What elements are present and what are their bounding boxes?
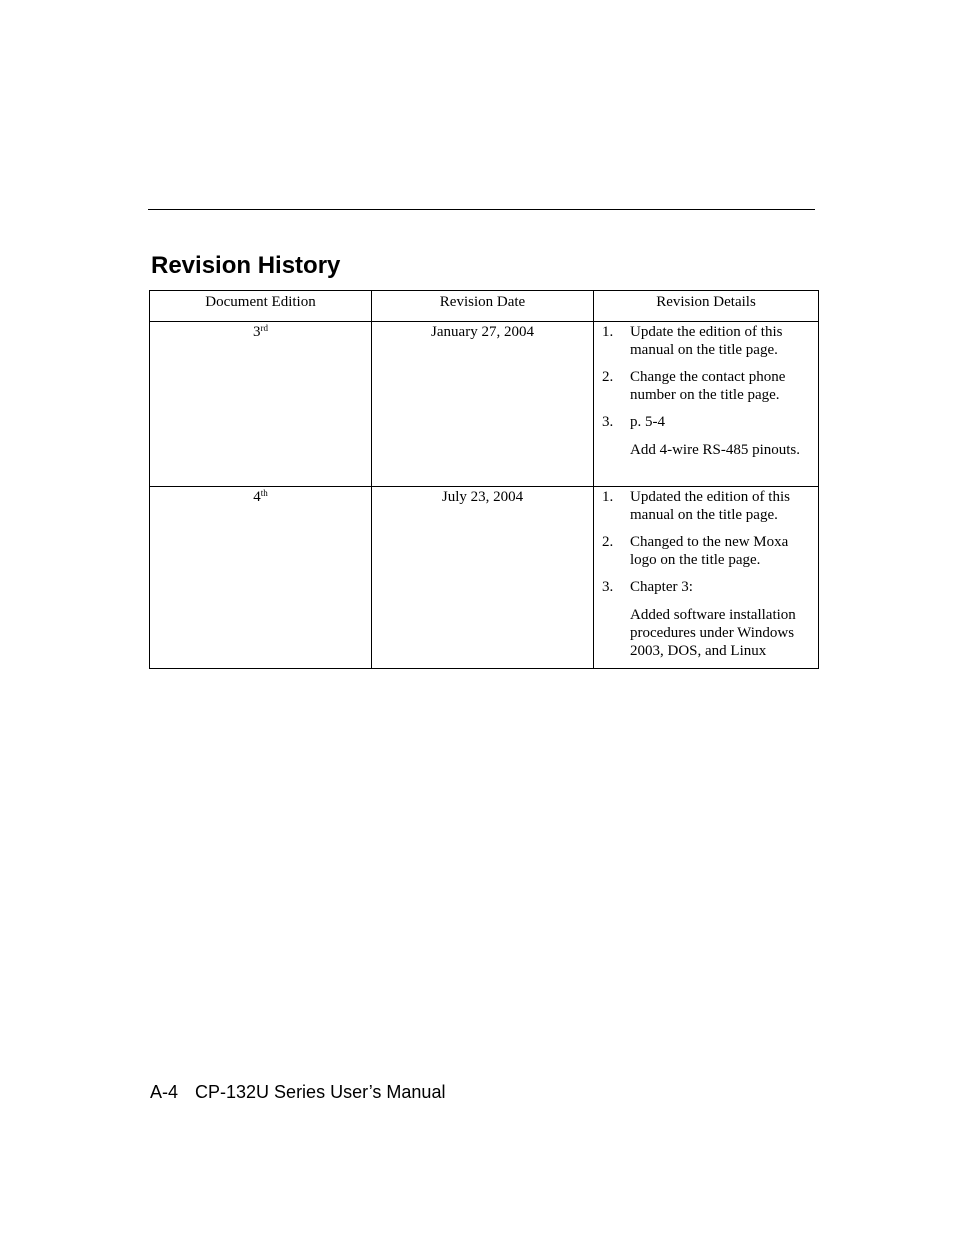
revision-history-table <box>149 290 819 669</box>
table-row <box>150 322 819 487</box>
date-cell: July 23, 2004 <box>372 487 594 669</box>
details-cell <box>594 487 819 669</box>
header-rule <box>148 209 815 210</box>
edition-number: 4 <box>253 489 261 505</box>
column-header-date: Revision Date <box>372 291 594 322</box>
page-number: A-4 <box>150 1082 179 1102</box>
edition-suffix: th <box>260 488 268 498</box>
list-item: 2. Change the contact phone number on the title page. <box>602 369 786 403</box>
manual-title: CP-132U Series User’s Manual <box>195 1082 446 1102</box>
edition-cell <box>150 322 372 487</box>
list-item: 1. Updated the edition of this manual on the title page. <box>602 489 790 523</box>
column-header-details: Revision Details <box>594 291 819 322</box>
section-title: Revision History <box>151 252 341 279</box>
detail-note: Added software installation procedures under Windows 2003, DOS, and Linux <box>630 607 796 659</box>
list-item: 3. p. 5-4 <box>602 414 665 430</box>
list-item: 3. Chapter 3: <box>602 579 693 595</box>
page-footer <box>150 1080 445 1104</box>
list-item: 2. Changed to the new Moxa logo on the title page. <box>602 534 789 568</box>
edition-cell <box>150 487 372 669</box>
details-cell <box>594 322 819 487</box>
table-row <box>150 487 819 669</box>
detail-note: Add 4-wire RS-485 pinouts. <box>630 442 800 458</box>
list-item: 1. Update the edition of this manual on the title page. <box>602 324 783 358</box>
edition-suffix: rd <box>260 323 268 333</box>
column-header-edition: Document Edition <box>150 291 372 322</box>
edition-number: 3 <box>253 324 261 340</box>
date-cell: January 27, 2004 <box>372 322 594 487</box>
table-header-row <box>150 291 819 322</box>
